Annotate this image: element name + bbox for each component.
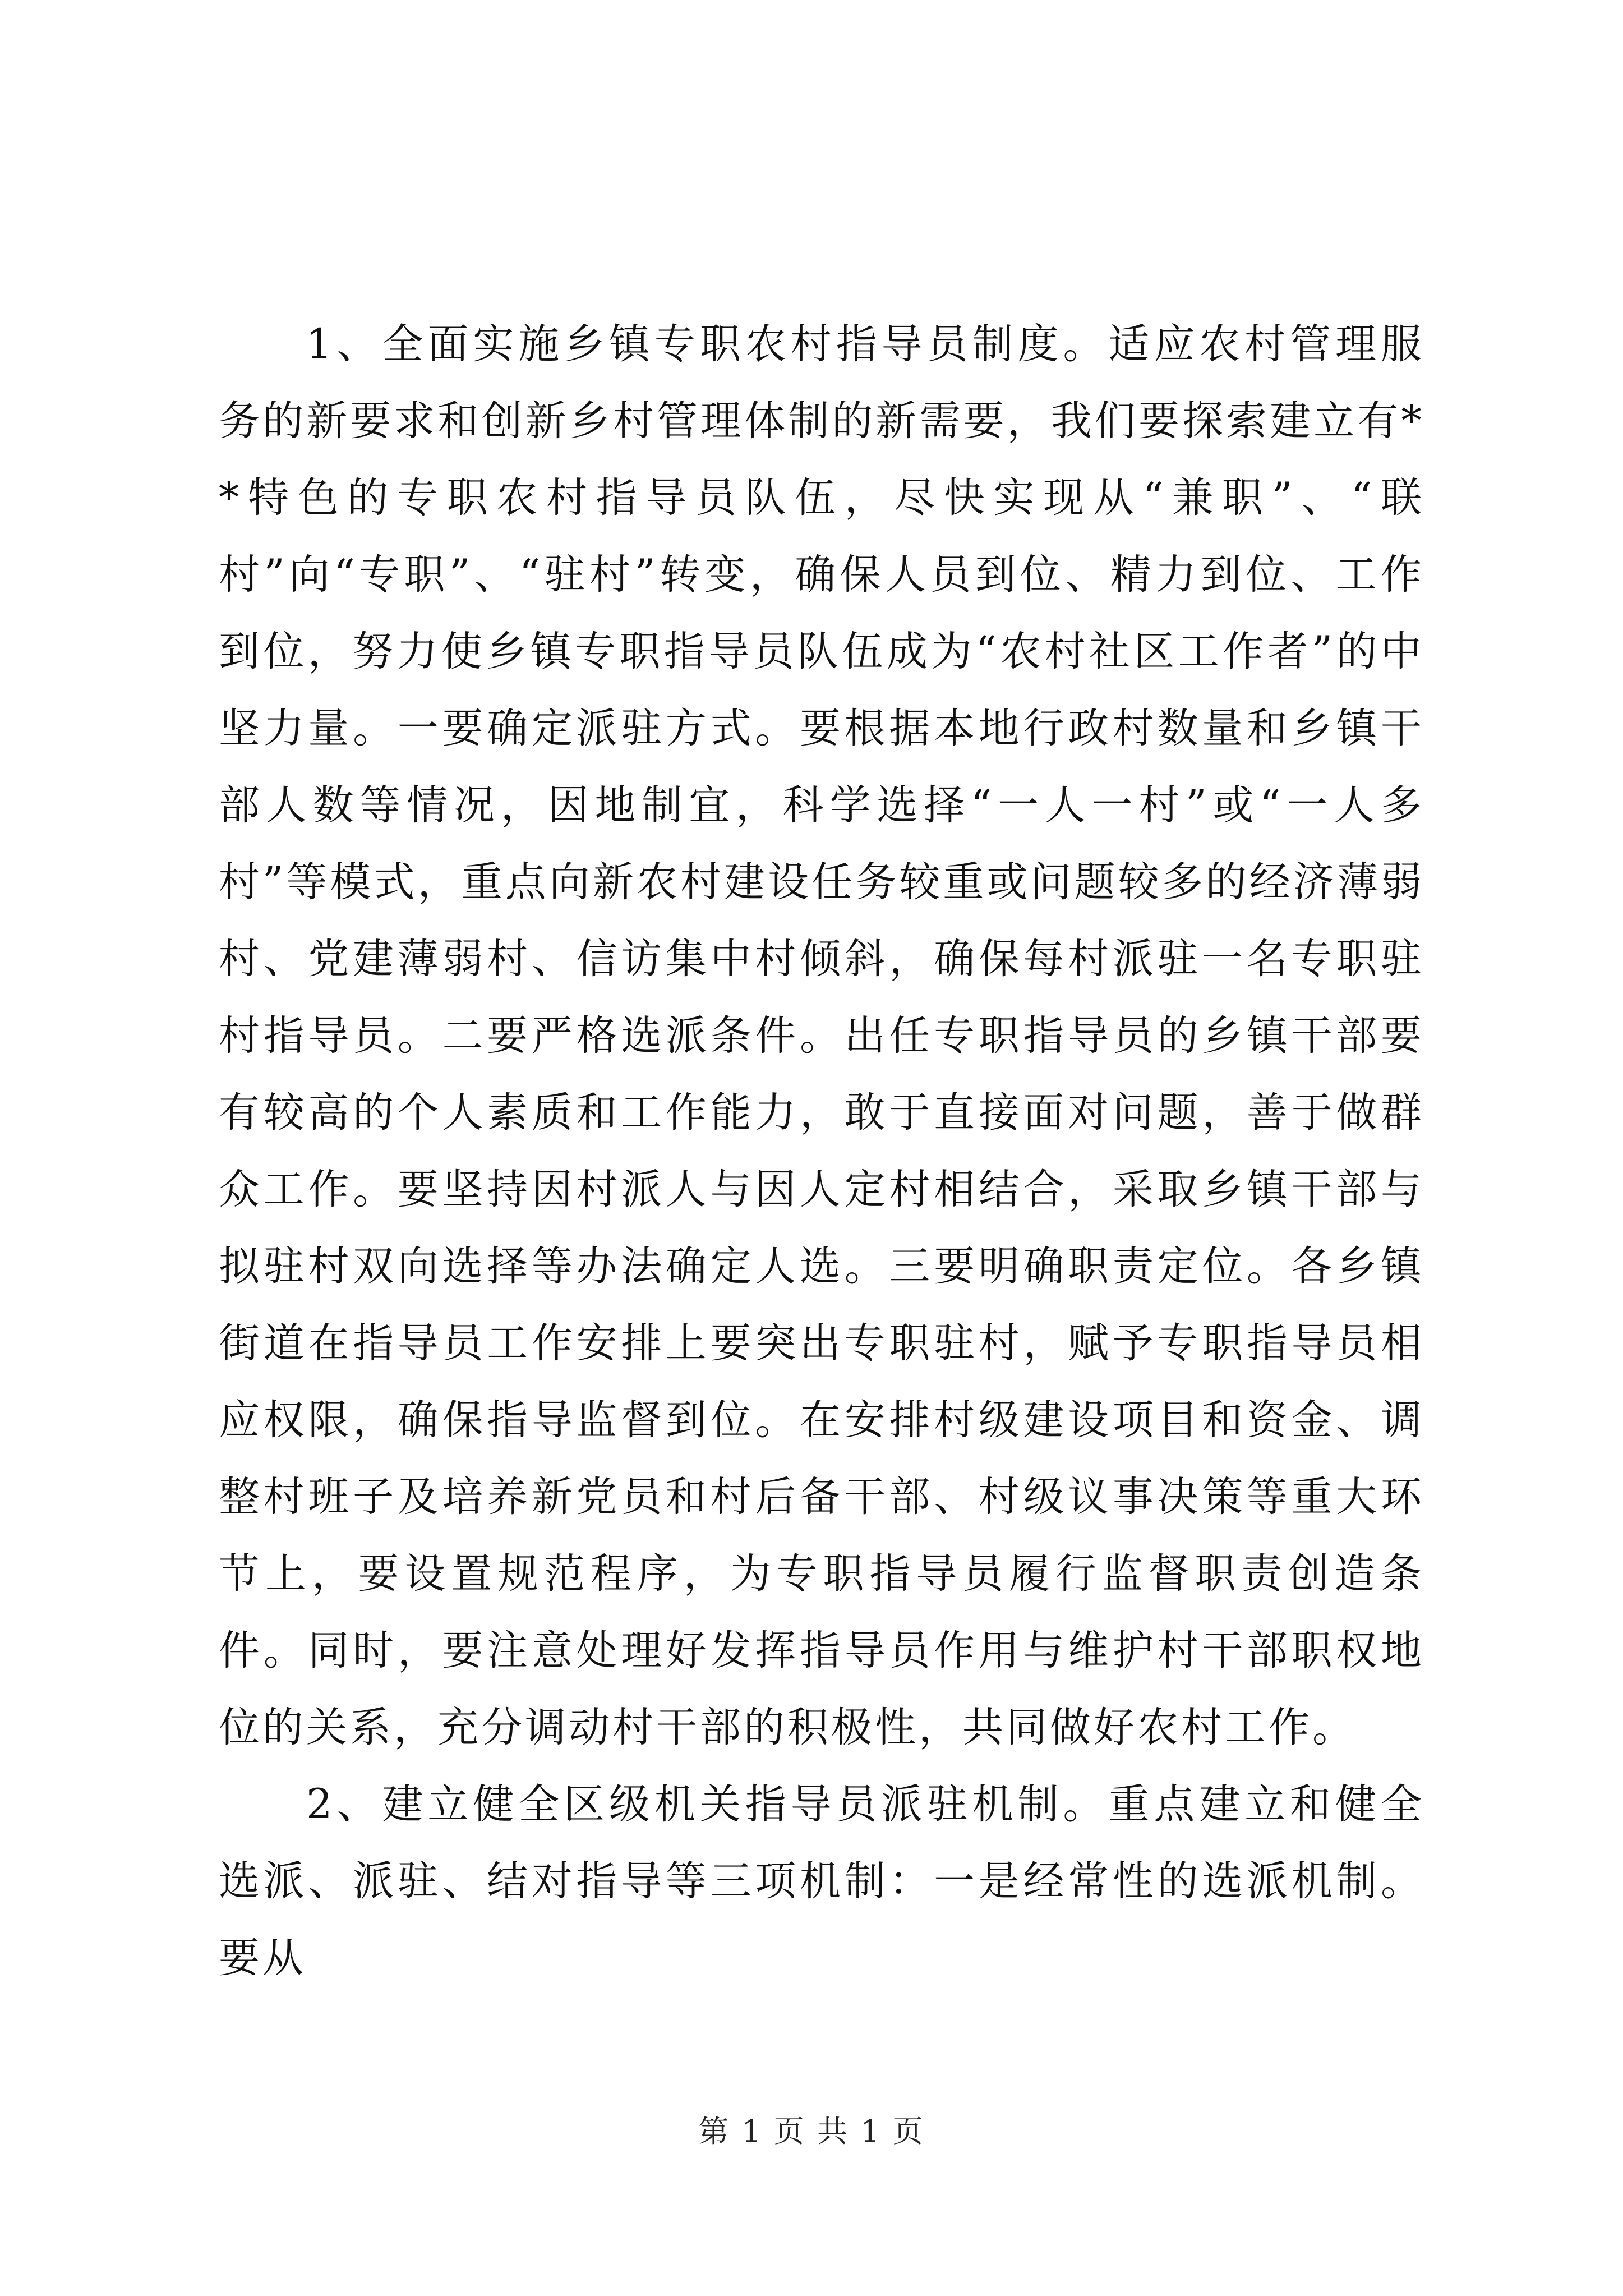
paragraph-1: 1、全面实施乡镇专职农村指导员制度。适应农村管理服务的新要求和创新乡村管理体制的新需要，我们要探索建立有**特色的专职农村指导员队伍，尽快实现从“兼职”、“联村”向“专职”、“驻村”转变，确保人员到位、精力到位、工作到位，努力使乡镇专职指导员队伍成为“农村社区工作者”的中坚力量。一要确定派驻方式。要根据本地行政村数量和乡镇干部人数等情况，因地制宜，科学选择“一人一村”或“一人多村”等模式，重点向新农村建设任务较重或问题较多的经济薄弱村、党建薄弱村、信访集中村倾斜，确保每村派驻一名专职驻村指导员。二要严格选派条件。出任专职指导员的乡镇干部要有较高的个人素质和工作能力，敢于直接面对问题，善于做群众工作。要坚持因村派人与因人定村相结合，采取乡镇干部与拟驻村双向选择等办法确定人选。三要明确职责定位。各乡镇街道在指导员工作安排上要突出专职驻村，赋予专职指导员相应权限，确保指导监督到位。在安排村级建设项目和资金、调整村班子及培养新党员和村后备干部、村级议事决策等重大环节上，要设置规范程序，为专职指导员履行监督职责创造条件。同时，要注意处理好发挥指导员作用与维护村干部职权地位的关系，充分调动村干部的积极性，共同做好农村工作。 bbox=[219, 320, 1424, 1751]
document-body bbox=[219, 306, 1424, 1996]
paragraph-2: 2、建立健全区级机关指导员派驻机制。重点建立和健全选派、派驻、结对指导等三项机制：一是经常性的选派机制。要从 bbox=[219, 1780, 1424, 1982]
page-footer: 第 1 页 共 1 页 bbox=[698, 2114, 925, 2149]
